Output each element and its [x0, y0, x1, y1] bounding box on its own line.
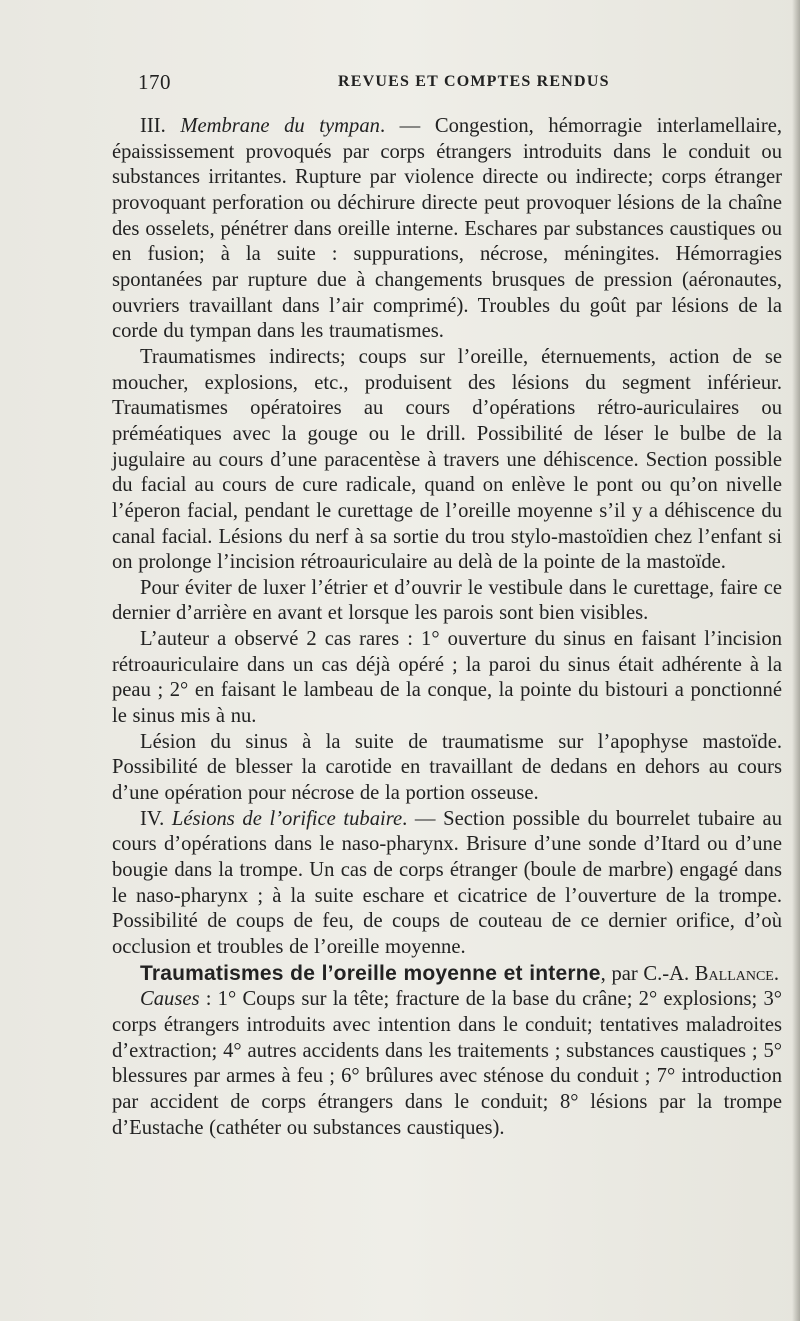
- review-by: , par C.-A.: [600, 962, 695, 985]
- review-title: Traumatismes de l’oreille moyenne et interne: [140, 961, 601, 985]
- paragraph-orifice-tubaire: [112, 807, 782, 961]
- paragraph-traumatismes-indirects: Traumatismes indirects; coups sur l’oreille, éternuements, action de se moucher, explosions, etc., produisent des lésions du segment inférieur. Traumatismes opératoires au cours d’opérations rétro-auriculaires ou préméatiques avec la gouge ou le drill. Possibilité de léser le bulbe de la jugulaire au cours d’une paracentèse à travers une déhiscence. Section possible du facial au cours de cure radicale, quand on enlève le pont ou qu’on nivelle l’éperon facial, pendant le curettage de l’oreille moyenne s’il y a déhiscence du canal facial. Lésions du nerf à sa sortie du trou stylo-mastoïdien chez l’enfant si on prolonge l’incision rétroauriculaire au delà de la pointe de la mastoïde.: [112, 345, 782, 574]
- page-edge-shadow: [792, 0, 800, 1321]
- review-author: Ballance.: [694, 962, 780, 985]
- running-head: REVUES ET COMPTES RENDUS: [338, 73, 610, 90]
- paragraph-lesion-sinus: Lésion du sinus à la suite de traumatisme sur l’apophyse mastoïde. Possibilité de blesser la carotide en travaillant de dedans en dehors au cours d’une opération pour nécrose de la portion osseuse.: [112, 730, 782, 805]
- paragraph-text: . — Section possible du bourrelet tubaire au cours d’opérations dans le naso-pharynx. Brisure d’une sonde d’Itard ou d’une bougie dans la trompe. Un cas de corps étranger (boule de marbre) engagé dans le naso-pharynx ; à la suite eschare et cicatrice de l’ouverture de la trompe. Possibilité de coups de feu, de coups de couteau de ce dernier orifice, d’où occlusion et troubles de l’oreille moyenne.: [112, 807, 782, 958]
- page-header: [138, 70, 778, 100]
- review-heading: [112, 961, 782, 988]
- paragraph-cas-rares: L’auteur a observé 2 cas rares : 1° ouverture du sinus en faisant l’incision rétroauriculaire dans un cas déjà opéré ; la paroi du sinus était adhérente à la peau ; 2° en faisant le lambeau de la conque, la pointe du bistouri a ponctionné le sinus mis à nu.: [112, 628, 782, 728]
- causes-label: Causes: [140, 988, 200, 1011]
- page-number: 170: [138, 70, 171, 94]
- paragraph-causes: [112, 987, 782, 1141]
- section-number: IV.: [140, 807, 165, 830]
- paragraph-membrane-tympan: [112, 114, 782, 345]
- body-text: [112, 114, 782, 1141]
- paragraph-etrier: Pour éviter de luxer l’étrier et d’ouvrir le vestibule dans le curettage, faire ce dernier d’arrière en avant et lorsque les parois sont bien visibles.: [112, 576, 782, 625]
- section-number: III.: [140, 115, 166, 137]
- paragraph-text: . — Congestion, hémorragie interlamellaire, épaississement provoqués par corps étrangers introduits dans le conduit ou substances irritantes. Rupture par violence directe ou indirecte; corps étranger provoquant perforation ou déchirure directe peut provoquer lésions de la chaîne des osselets, pénétrer dans oreille interne. Eschares par substances caustiques ou en fusion; à la suite : suppurations, nécrose, méningites. Hémorragies spontanées par rupture due à changements brusques de pression (aéronautes, ouvriers travaillant dans l’air comprimé). Troubles du goût par lésions de la corde du tympan dans les traumatismes.: [112, 115, 782, 343]
- paragraph-text: : 1° Coups sur la tête; fracture de la base du crâne; 2° explosions; 3° corps étrangers introduits avec intention dans le conduit; tentatives maladroites d’extraction; 4° autres accidents dans les traitements ; substances caustiques ; 5° blessures par armes à feu ; 6° brûlures avec sténose du conduit ; 7° introduction par accident de corps étrangers dans le conduit; 8° lésions par la trompe d’Eustache (cathéter ou substances caustiques).: [112, 988, 782, 1139]
- section-heading: Membrane du tympan: [180, 115, 380, 137]
- section-heading: Lésions de l’orifice tubaire: [171, 807, 403, 830]
